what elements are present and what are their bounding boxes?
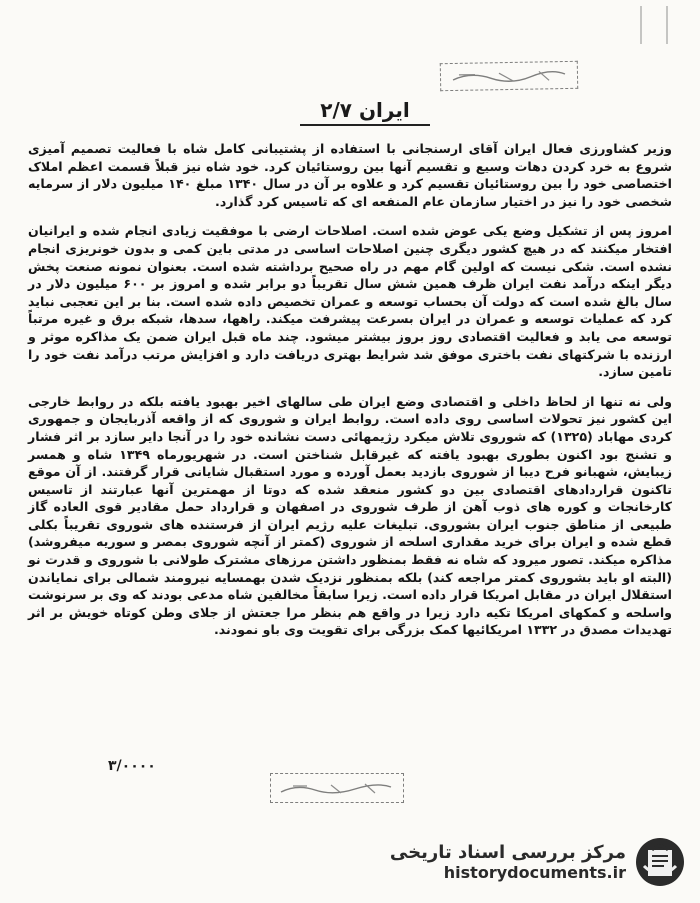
paragraph-3: ولی نه تنها از لحاظ داخلی و اقتصادی وضع ایران طی سالهای اخیر بهبود یافته بلکه در روابط خارجی این کشور نیز تحولات اساسی روی داده است. روابط ایران و شوروی که از واقعه آذربایجان و جمهوری کردی مهاباد (۱۳۲۵) که شوروی تلاش میکرد رژیمهائی دست نشانده خود را در آنجا دایر سازد بر اثر فشار و تشنج بود اکنون بطوری بهبود یافته که غیرقابل شناختن است. در شهریورماه ۱۳۴۹ شاه و همسر زیبایش، شهبانو فرح دیبا از شوروی بازدید بعمل آورده و مورد استقبال شایانی قرار گرفتند. از آن موقع تاکنون قراردادهای اقتصادی بین دو کشور منعقد شده که دوتا از مهمترین آنها عبارتند از تاسیس کارخانجات و کوره های ذوب آهن از طرف شوروی در اصفهان و قرارداد حمل مقادیر قوی العاده گاز طبیعی از مناطق جنوب ایران بشوروی. تبلیغات علیه رژیم ایران از فرستنده های شوروی تقریباً بکلی قطع شده و ایران برای خرید مقداری اسلحه از شوروی (کمتر از آنچه شوروی بمصر و سوریه میفروشد) مذاکره میکند. تصور میرود که شاه نه فقط بمنظور داشتن مرزهای مشترک طولانی با شوروی و قدرت نو (البته او باید بشوروی کمتر مراجعه کند) بلکه بمنظور نزدیک شدن بهمسایه نیرومند شمالی برای نمایاندن استقلال ایران در مقابل امریکا قرار داده است. زیرا سابقاً مخالفین شاه مدعی بودند که وی بر سرنوشت واسلحه و کمکهای امریکا تکیه دارد زیرا در واقع هم بنظر مرا جعتش از جلای وطن کوتاه خویش بر اثر تهدیدات مصدق در ۱۳۳۲ امریکائیها کمک بزرگی برای تقویت وی باو نمودند. [28,393,673,638]
watermark-url: historydocuments.ir [443,863,626,882]
stamp-top-graphic [441,62,577,90]
page-number: ۳/۰۰۰۰ [108,758,156,774]
watermark-title: مرکز بررسی اسناد تاریخی [389,842,626,863]
document-body [28,140,672,651]
stamp-bottom [270,773,404,803]
archive-logo-icon [634,836,686,888]
stamp-bottom-graphic [271,774,403,802]
paragraph-2: امروز پس از تشکیل وضع یکی عوض شده است. اصلاحات ارضی با موفقیت زیادی انجام شده و ایرانیان افتخار میکنند که در هیچ کشور دیگری چنین اصلاحات اساسی در مدتی باین کمی و بدون خونریزی انجام نشده است. شکی نیست که اولین گام مهم در راه صحیح برداشته شده است. بعنوان نمونه صنعت پخش دیگر اینکه درآمد نفت ایران ظرف همین شش سال تقریباً دو برابر شده و امروز بر ۶۰۰ میلیون دلار در سال بالغ شده است که دولت آن بحساب توسعه و عمران تخصیص داده شده است. بنا بر این تعجبی نباید کرد که عملیات توسعه و عمران در ایران بسرعت پیشرفت میکند. راهها، سدها، شبکه برق و غیره مرتباً توسعه می یابد و فعالیت اقتصادی روز بروز بیشتر میشود. چند ماه قبل ایران ضمن یک مذاکره موثر و ارزنده با شرکتهای نفت باختری موفق شد شرایط بهتری دریافت دارد و افزایش مرتب درآمد نفت خود را تامین سازد. [28,223,673,380]
margin-mark [640,6,668,44]
paragraph-1: وزیر کشاورزی فعال ایران آقای ارسنجانی با استفاده از پشتیبانی کامل شاه با فعالیت تصمیم آمیزی شروع به خرد کردن دهات وسیع و تقسیم آنها بین روستائیان کرد. خود شاه نیز قبلاً قسمت اعظم املاک اختصاصی خود را بین روستائیان تقسیم کرد و علاوه بر آن در سال ۱۳۴۰ مبلغ ۱۴۰ میلیون دلار از سرمایه شخصی خود را نیز در اختیار سازمان عام المنفعه ای که تاسیس کرد گذارد. [28,141,673,209]
document-title: ایران ۲/۷ [300,98,430,126]
watermark [386,833,686,891]
stamp-top [440,61,578,91]
